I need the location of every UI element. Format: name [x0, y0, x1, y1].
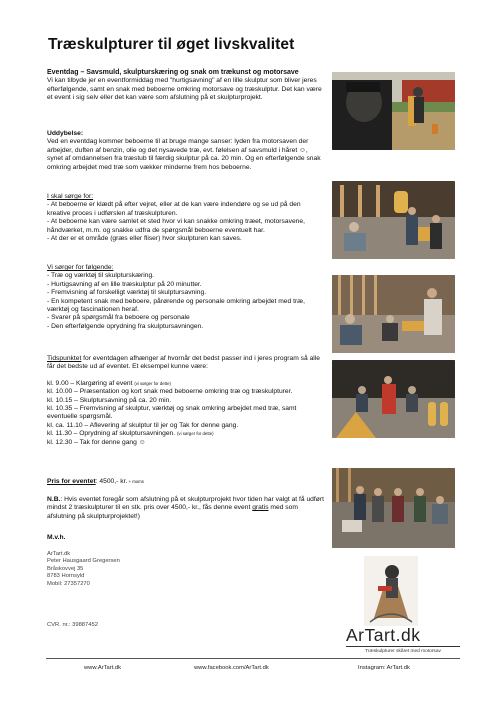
i-skal-item: - At beboerne er klædt på efter vejret, eller at de kan være indendøre og se ud på den kreative proces i udførslen af træskulpturen.: [47, 201, 301, 217]
program-item: [47, 380, 325, 388]
program-item: kl. 12.30 – Tak for denne gang ☺: [47, 438, 146, 446]
i-skal-item: - At der er et område (græs eller fliser) hvor skulpturen kan saves.: [47, 235, 242, 243]
program-item-note: (vi sørger for dette): [134, 380, 171, 386]
footer-website-link[interactable]: www.ArTart.dk: [84, 665, 122, 671]
program-item: kl. ca. 11.10 – Aflevering af skulptur til jer og Tak for denne gang.: [47, 421, 239, 429]
program-item: [47, 430, 325, 438]
contact-line: Mobil: 27357270: [47, 580, 90, 587]
vi-sorger-section: [47, 264, 325, 331]
program-item: kl. 10.35 – Fremvisning af skulptur, værktøj og snak omkring arbejdet med træ, samt eventuelle spørgsmål.: [47, 405, 297, 421]
sculptor-logo-illustration: [364, 556, 418, 626]
logo-wordmark: ArTart.dk: [346, 625, 421, 645]
event-section: [47, 69, 325, 103]
vi-sorger-item: - Fremvisning af forskelligt værktøj til skulptursavning.: [47, 289, 207, 297]
program-item-text: kl. 9.00 – Klargøring af event: [47, 379, 135, 387]
footer-divider: [46, 658, 460, 659]
i-skal-section: [47, 193, 325, 243]
closing: M.v.h.: [47, 534, 66, 541]
uddybelse-heading: Uddybelse:: [47, 130, 84, 137]
contact-line: Peter Hausgaard Gregersen: [47, 558, 120, 565]
nb-label: N.B.: [47, 496, 61, 503]
program-item-note: (vi sørger for dette): [177, 431, 214, 437]
uddybelse-section: [47, 130, 325, 172]
photo-finished-sculptures: [332, 360, 455, 438]
contact-line: ArTart.dk: [47, 551, 71, 557]
page-title: Træskulpturer til øget livskvalitet: [48, 36, 295, 53]
program-item-text: kl. 11.30 – Oprydning af skulptursavningen.: [47, 430, 177, 438]
footer-instagram-link[interactable]: Instagram: ArTart.dk: [358, 665, 410, 671]
photo-sculpting-demo: [332, 275, 455, 353]
program-heading: Tidspunktet: [47, 355, 82, 362]
nb-text-before: : Hvis eventet foregår som afslutning på et skulpturprojekt hvor tiden har valgt at få udført mindst 2 træskulpturer til en stk. pris over 4500,- kr., fås denne event: [47, 496, 324, 512]
price-note: + moms: [127, 479, 144, 484]
program-section: [47, 355, 325, 447]
uddybelse-text: Ved en eventdag kommer beboerne til at bruge mange sanser: lyden fra motorsaven der arbejder, duften af benzin, olie og det nysavede træ, evt. følelsen af savsmuld i håret ☺, synet af omdannelsen fra træstub til færdig skulptur på ca. 20 min. Og en efterfølgende snak omkring arbejdet med træ som vækker minderne frem hos beboerne.: [47, 138, 321, 171]
footer-facebook-link[interactable]: www.facebook.com/ArTart.dk: [194, 665, 269, 671]
photo-residents-workshop: [332, 181, 455, 259]
contact-line: 8783 Hornsyld: [47, 573, 85, 580]
vi-sorger-item: - En kompetent snak med beboere, pårørende og personale omkring arbejdet med træ, værktøj og fascinationen heraf.: [47, 297, 305, 314]
price-line: [47, 478, 325, 486]
price-label: Pris for eventet: [47, 478, 96, 485]
cvr-number: CVR. nr.: 39887452: [47, 622, 98, 628]
contact-block: [47, 551, 325, 588]
event-heading: Eventdag – Savsmuld, skulpturskæring og snak om trækunst og motorsave: [47, 69, 299, 76]
logo-tagline: Træskulpturer skåret med motorsav: [365, 649, 441, 654]
logo-divider: [346, 646, 460, 647]
program-item: kl. 10.15 – Skulptursavning på ca. 20 min.: [47, 396, 172, 404]
i-skal-heading: I skal sørge for:: [47, 193, 94, 200]
vi-sorger-item: - Svarer på spørgsmål fra beboere og personale: [47, 314, 190, 322]
program-intro-text: for eventdagen afhænger af hvornår det bedst passer ind i jeres program så alle får det bedste ud af eventet. Et eksempel kunne være:: [47, 355, 320, 371]
photo-sculptor-outdoor: [332, 72, 455, 150]
nb-section: [47, 496, 325, 521]
event-intro: Vi kan tilbyde jer en eventformiddag med "hurtigsavning" af en lille skulptur som bliver jeres efterfølgende, samt en snak med beboerne omkring motorsave og træskulptur. Det kan være et event i sig selv eller det kan være som afslutning på et skulpturprojekt.: [47, 77, 322, 102]
i-skal-item: - At beboerne kan være samlet et sted hvor vi kan snakke omkring træet, motorsavene, håndværket, m.m. og snakke udfra de spørgsmål beboerne eventuelt har.: [47, 218, 305, 234]
vi-sorger-heading: Vi sørger for følgende:: [47, 264, 114, 271]
nb-text-after: med som afslutning på skulpturprojektet!): [47, 504, 298, 520]
photo-group-outdoor: [332, 468, 455, 548]
contact-line: Bråskovvej 35: [47, 565, 84, 572]
price-value: : 4500,- kr.: [95, 478, 128, 485]
vi-sorger-item: - Den efterfølgende oprydning fra skulptursavningen.: [47, 322, 204, 330]
nb-gratis: gratis: [252, 504, 269, 512]
program-item: kl. 10.00 – Præsentation og kort snak med beboerne omkring træ og træskulpturer.: [47, 388, 293, 396]
program-intro: [47, 355, 325, 372]
vi-sorger-item: - Hurtigsavning af en lille træskulptur på 20 minutter.: [47, 280, 202, 288]
vi-sorger-item: - Træ og værktøj til skulpturskæring.: [47, 272, 155, 280]
